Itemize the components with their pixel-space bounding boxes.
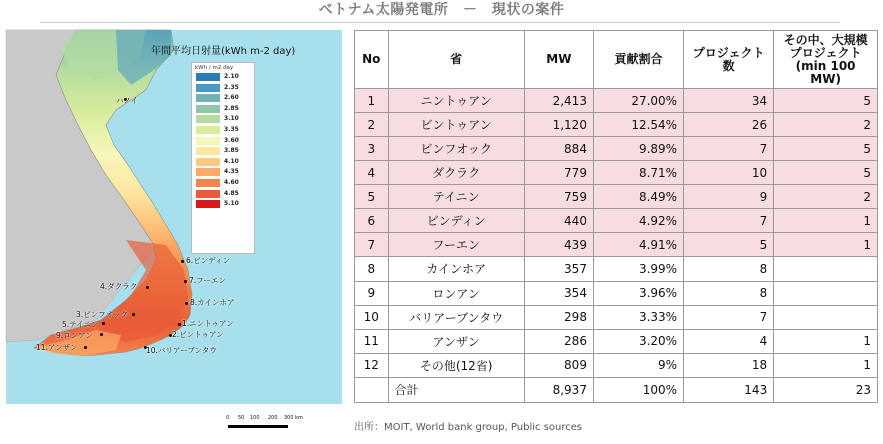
cell-no: 9 xyxy=(355,281,389,305)
legend-value: 3.60 xyxy=(224,136,239,144)
cell-no: 2 xyxy=(355,113,389,137)
cell-total-projects: 143 xyxy=(684,377,774,402)
legend-swatch xyxy=(196,168,220,176)
cell-no: 7 xyxy=(355,233,389,257)
table-row xyxy=(355,353,878,377)
cell-large: 1 xyxy=(774,209,878,233)
legend-swatch xyxy=(196,158,220,166)
legend-value: 2.60 xyxy=(224,94,239,102)
table-row xyxy=(355,281,878,305)
label-binh-dinh: 6.ビンディン xyxy=(186,256,231,265)
city-dot xyxy=(146,286,149,289)
scale-label: 100 xyxy=(250,415,260,421)
cell-large: 2 xyxy=(774,185,878,209)
cell-large: 2 xyxy=(774,113,878,137)
label-dak-lak: 4.ダクラク xyxy=(100,282,138,291)
cell-province: ビントゥアン xyxy=(388,113,524,137)
legend-item xyxy=(192,189,254,200)
table-row xyxy=(355,113,878,137)
cell-province: ビンフオック xyxy=(388,137,524,161)
cell-projects: 7 xyxy=(684,209,774,233)
cell-province: テイニン xyxy=(388,185,524,209)
cell-province: フーエン xyxy=(388,233,524,257)
col-header-large-projects: その中、大規模プロジェクト(min 100 MW) xyxy=(774,31,878,89)
city-dot xyxy=(184,280,187,283)
cell-projects: 10 xyxy=(684,161,774,185)
legend-value: 2.35 xyxy=(224,83,239,91)
legend-item xyxy=(192,178,254,189)
map-title: 年間平均日射量(kWh m-2 day) xyxy=(151,46,296,57)
city-dot xyxy=(102,322,105,325)
legend-value: 3.10 xyxy=(224,115,239,123)
label-khanh-hoa: 8.カインホア xyxy=(190,298,235,307)
city-dot xyxy=(84,346,87,349)
cell-large xyxy=(774,281,878,305)
cell-share: 3.20% xyxy=(593,329,683,353)
table-row xyxy=(355,89,878,113)
legend-item xyxy=(192,114,254,125)
legend-swatch xyxy=(196,126,220,134)
label-ba-ria: 10.バリアーブンタウ xyxy=(146,346,217,355)
label-tay-ninh: 5.テイニン xyxy=(62,320,99,329)
cell-mw: 809 xyxy=(524,353,593,377)
legend-item xyxy=(192,136,254,147)
cell-total-label: 合計 xyxy=(388,377,524,402)
label-long-an: 9.ロンアン xyxy=(56,331,93,340)
legend-rows xyxy=(192,72,254,210)
legend-swatch xyxy=(196,147,220,155)
city-dot xyxy=(132,313,135,316)
cell-large xyxy=(774,305,878,329)
cell-total-share: 100% xyxy=(593,377,683,402)
legend-value: 4.85 xyxy=(224,189,239,197)
legend-value: 3.85 xyxy=(224,147,239,155)
cell-province: ダクラク xyxy=(388,161,524,185)
cell-province: その他(12省) xyxy=(388,353,524,377)
col-header-projects: プロジェクト数 xyxy=(684,31,774,89)
cell-mw: 286 xyxy=(524,329,593,353)
legend-swatch xyxy=(196,73,220,81)
cell-share: 27.00% xyxy=(593,89,683,113)
col-header-share: 貢献割合 xyxy=(593,31,683,89)
label-ha-noi: ハノイ xyxy=(116,96,138,105)
cell-province: バリアーブンタウ xyxy=(388,305,524,329)
cell-total-mw: 8,937 xyxy=(524,377,593,402)
cell-large: 5 xyxy=(774,161,878,185)
cell-mw: 1,120 xyxy=(524,113,593,137)
cell-no: 1 xyxy=(355,89,389,113)
legend-swatch xyxy=(196,190,220,198)
legend-swatch xyxy=(196,105,220,113)
cell-mw: 779 xyxy=(524,161,593,185)
cell-mw: 2,413 xyxy=(524,89,593,113)
legend-item xyxy=(192,125,254,136)
map-legend xyxy=(191,62,255,254)
legend-item xyxy=(192,72,254,83)
cell-share: 12.54% xyxy=(593,113,683,137)
legend-item xyxy=(192,167,254,178)
cell-share: 3.33% xyxy=(593,305,683,329)
cell-province: ビンディン xyxy=(388,209,524,233)
col-header-mw: MW xyxy=(524,31,593,89)
cell-mw: 439 xyxy=(524,233,593,257)
legend-value: 3.35 xyxy=(224,125,239,133)
scale-bar-line xyxy=(228,425,288,428)
cell-share: 4.91% xyxy=(593,233,683,257)
table-row xyxy=(355,329,878,353)
legend-value: 2.85 xyxy=(224,104,239,112)
legend-item xyxy=(192,83,254,94)
legend-header: kWh / m2 day xyxy=(195,65,234,71)
cell-share: 4.92% xyxy=(593,209,683,233)
col-header-province: 省 xyxy=(388,31,524,89)
legend-item xyxy=(192,104,254,115)
table-row xyxy=(355,209,878,233)
cell-large: 5 xyxy=(774,137,878,161)
legend-value: 5.10 xyxy=(224,200,239,208)
cell-province: ロンアン xyxy=(388,281,524,305)
legend-swatch xyxy=(196,115,220,123)
table-row xyxy=(355,305,878,329)
table-row xyxy=(355,161,878,185)
label-ninh-thuan: 1.ニントゥアン xyxy=(182,319,234,328)
scale-label: 0 xyxy=(226,415,230,421)
title-divider xyxy=(40,22,840,23)
cell-projects: 8 xyxy=(684,257,774,281)
legend-value: 4.35 xyxy=(224,168,239,176)
cell-share: 3.99% xyxy=(593,257,683,281)
cell-mw: 759 xyxy=(524,185,593,209)
cell-share: 8.71% xyxy=(593,161,683,185)
table-row xyxy=(355,233,878,257)
table-total-row xyxy=(355,377,878,402)
source-note: 出所：MOIT, World bank group, Public sources xyxy=(354,422,583,433)
scale-label: 50 xyxy=(238,415,245,421)
cell-share: 3.96% xyxy=(593,281,683,305)
map-scale-bar xyxy=(224,415,314,431)
cell-no: 10 xyxy=(355,305,389,329)
cell-projects: 5 xyxy=(684,233,774,257)
cell-projects: 4 xyxy=(684,329,774,353)
legend-swatch xyxy=(196,137,220,145)
cell-blank xyxy=(355,377,389,402)
cell-projects: 34 xyxy=(684,89,774,113)
cell-province: ニントゥアン xyxy=(388,89,524,113)
table-row xyxy=(355,257,878,281)
city-dot xyxy=(181,260,184,263)
cell-share: 9% xyxy=(593,353,683,377)
cell-projects: 7 xyxy=(684,137,774,161)
cell-projects: 18 xyxy=(684,353,774,377)
label-binh-phuoc: 3.ビンフオック xyxy=(76,310,128,319)
cell-large: 1 xyxy=(774,329,878,353)
cell-total-large: 23 xyxy=(774,377,878,402)
table-header-row xyxy=(355,31,878,89)
cell-province: アンザン xyxy=(388,329,524,353)
cell-projects: 9 xyxy=(684,185,774,209)
cell-large xyxy=(774,257,878,281)
cell-mw: 357 xyxy=(524,257,593,281)
legend-item xyxy=(192,146,254,157)
cell-large: 1 xyxy=(774,353,878,377)
table-body xyxy=(355,89,878,403)
col-header-no: No xyxy=(355,31,389,89)
cell-share: 8.49% xyxy=(593,185,683,209)
cell-large: 1 xyxy=(774,233,878,257)
label-phu-yen: 7.フーエン xyxy=(189,276,226,285)
cell-large: 5 xyxy=(774,89,878,113)
cell-share: 9.89% xyxy=(593,137,683,161)
legend-value: 4.10 xyxy=(224,157,239,165)
legend-swatch xyxy=(196,200,220,208)
cell-no: 11 xyxy=(355,329,389,353)
legend-item xyxy=(192,93,254,104)
cell-projects: 7 xyxy=(684,305,774,329)
page-title: ベトナム太陽発電所 － 現状の案件 xyxy=(318,2,565,18)
cell-no: 4 xyxy=(355,161,389,185)
label-binh-thuan: 2.ビントゥアン xyxy=(172,330,224,339)
cell-no: 6 xyxy=(355,209,389,233)
solar-projects-table xyxy=(354,30,878,403)
table-row xyxy=(355,185,878,209)
legend-value: 4.60 xyxy=(224,178,239,186)
legend-item xyxy=(192,157,254,168)
legend-swatch xyxy=(196,94,220,102)
cell-no: 12 xyxy=(355,353,389,377)
cell-no: 8 xyxy=(355,257,389,281)
legend-item xyxy=(192,199,254,210)
city-dot xyxy=(178,323,181,326)
city-dot xyxy=(185,302,188,305)
legend-value: 2.10 xyxy=(224,73,239,80)
label-an-giang: 11.アンザン xyxy=(36,343,78,352)
cell-mw: 884 xyxy=(524,137,593,161)
legend-swatch xyxy=(196,84,220,92)
cell-province: カインホア xyxy=(388,257,524,281)
cell-projects: 8 xyxy=(684,281,774,305)
cell-no: 5 xyxy=(355,185,389,209)
cell-mw: 298 xyxy=(524,305,593,329)
cell-mw: 354 xyxy=(524,281,593,305)
cell-mw: 440 xyxy=(524,209,593,233)
legend-swatch xyxy=(196,179,220,187)
scale-label: 200 xyxy=(268,415,278,421)
cell-no: 3 xyxy=(355,137,389,161)
city-dot xyxy=(100,333,103,336)
scale-label: 300 km xyxy=(284,415,303,421)
table-row xyxy=(355,137,878,161)
north-delta xyxy=(116,30,171,85)
solar-irradiance-map xyxy=(6,30,342,421)
cell-projects: 26 xyxy=(684,113,774,137)
